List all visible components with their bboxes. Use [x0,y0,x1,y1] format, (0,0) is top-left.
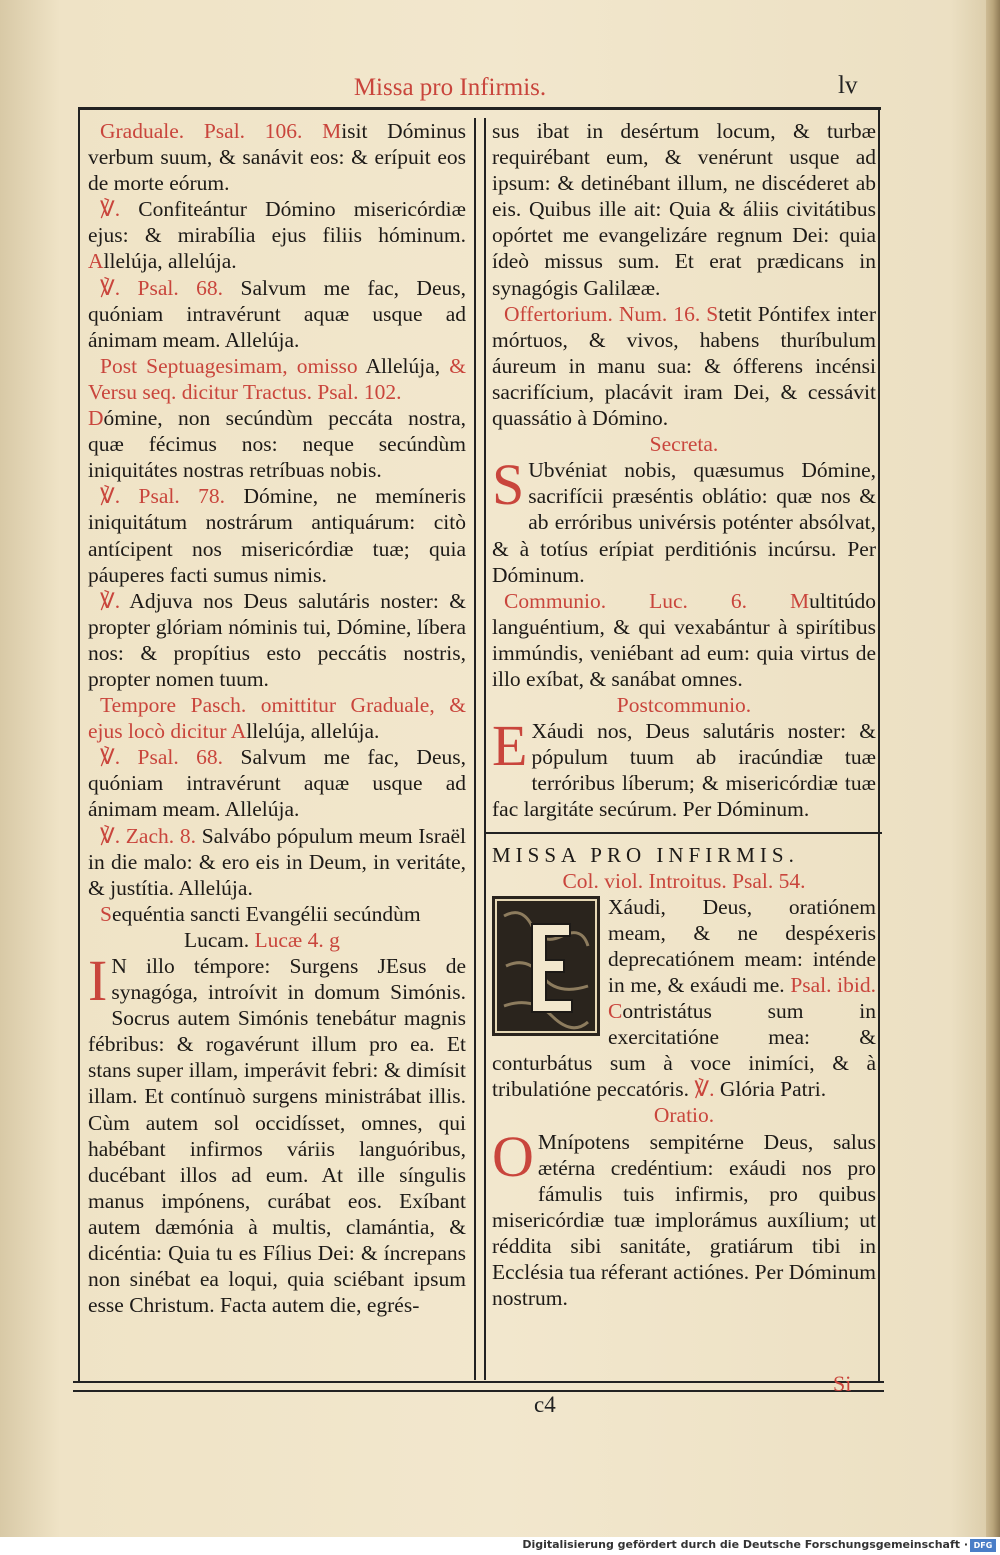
secreta-drop-cap: S [492,452,525,518]
gospel-heading-text: equéntia sancti Evangélii secúndùm [111,901,421,926]
versicle-mark-2: ℣. [100,588,121,613]
digitization-footer [0,1537,1000,1555]
graduale-text: isit Dóminus verbum suum, & sanávit eos: & erípuit eos de morte eórum. [88,119,466,196]
page-fore-edge [986,0,1000,1537]
psalm-68-rubric: ℣. Psal. 68. [100,745,224,770]
introitus-psalm-initial: C [608,999,623,1024]
alleluia-initial: A [88,249,104,274]
zach-rubric: ℣. Zach. 8. [100,823,196,848]
septuagesima-rubric [88,353,466,405]
gospel-heading-line2 [88,927,466,953]
offertorium-text: tetit Póntifex inter mórtuos, & vivos, habens thuríbulum áureum in manu sua: & ófferens incénsi sacrifícium, placávit iram Dei, & cessávit quassátio à Dómino. [492,301,876,431]
gospel-heading [88,901,466,927]
column-divider-left [474,118,476,1380]
paschal-rubric [88,692,466,744]
gospel-initial: S [100,901,112,926]
septuagesima-black: Allelúja, [365,353,441,378]
postcommunio-text: Xáudi nos, Deus salutáris noster: & pópulum tuum ab iracúndiæ tuæ terróribus líberum; & misericórdiæ tuæ fac largitáte secúrum. Per Dóminum. [492,719,876,822]
secreta-heading: Secreta. [649,432,719,457]
column-divider-right [484,118,486,1380]
offertorium-rubric: Offertorium. Num. 16. [504,301,701,326]
dfg-logo[interactable]: DFG [970,1539,996,1552]
septuagesima-red-2: & Versu seq. dicitur Tractus. Psal. 102. [88,353,466,404]
offertorium-initial: S [706,301,719,326]
paschal-red: Tempore Pasch. omittitur Graduale, & ejus locò dicitur [88,693,466,744]
introitus-paragraph [492,894,876,1103]
oratio-paragraph [492,1123,876,1312]
gloria-versicle-mark: ℣. [694,1077,715,1102]
paschal-initial: A [230,719,247,744]
graduale-initial: M [322,119,342,143]
gospel-body: N illo témpore: Surgens JEsus de synagóga, introívit in domum Simónis. Socrus autem Simónis tenebátur magnis fébribus: & rogavérunt illum pro ea. Et stans super illam, imperávit febri: & dimísit illam. Et contínuò surgens ministrábat illis. Cùm autem sol occidísset, omnes, qui habébant infirmos váriis languóribus, ducébant illos ad eum. At ille síngulis manus impónens, curábat eos. Exíbant autem dæmónia à multis, clamántia, & dicéntia: Quia tu es Fílius Dei: & íncrepans non sinébat ea loqui, quia sciébant ipsum esse Christum. Facta autem die, egrés- [88,954,466,1318]
psalm-78-rubric: ℣. Psal. 78. [100,484,226,509]
footer-credit: Digitalisierung gefördert durch die Deutsche Forschungsgemeinschaft · [522,1538,968,1551]
versicle-domine [88,483,466,587]
psalm-78-text: Dómine, ne memíneris iniquitátum nostrárum antiquárum: citò antícipent nos misericórdiæ tuæ; quia páuperes facti sumus nimis. [88,484,466,587]
versicle-salvum [88,275,466,353]
gospel-reference: Lucæ 4. g [254,927,340,952]
gloria-text: Glória Patri. [719,1077,827,1102]
gospel-lucam: Lucam. [184,927,250,952]
versicle-confiteantur [88,196,466,274]
introitus-psalm-text: ontristátus sum in exercitatióne mea: & conturbátus sum à voce inimíci, & à tribulatióne peccatóris. [492,999,876,1102]
postcommunio-drop-cap: E [492,713,528,779]
secreta-text: Ubvéniat nobis, quæsumus Dómine, sacrifícii præséntis oblátio: quæ nos & ab erróribus univérsis poténter absólvat, & à totíus erípiat perditiónis incúrsu. Per Dóminum. [492,458,876,587]
bottom-rule-double [73,1390,884,1392]
bottom-rule [73,1381,884,1383]
versicle-adjuva [88,588,466,692]
introitus-psalm-rubric: Psal. ibid. [790,973,877,997]
tractus-initial: D [88,406,104,431]
psalm-rubric: ℣. Psal. 68. [100,275,224,300]
tractus-text: ómine, non secúndùm peccáta nostra, quæ fécimus nos: neque secúndùm iniquitátes nostras retríbuas nobis. [88,406,466,483]
alleluia-text: llelúja, allelúja. [103,249,237,274]
oratio-text: Mnípotens sempitérne Deus, salus ætérna credéntium: exáudi nos pro fámulis tuis infirmis, pro quibus misericórdiæ tuæ implorámus auxílium; ut réddita sibi sanitáte, gratiárum tibi in Ecclésia tua réferant actiónes. Per Dóminum nostrum. [492,1129,876,1311]
gospel-text-paragraph [88,948,466,1318]
psalm-68-text: Salvum me fac, Deus, quóniam intravérunt aquæ usque ad ánimam meam. Allelúja. [88,745,466,822]
zach-text: Salvábo pópulum meum Israël in die malo: & ero eis in Deum, in veritáte, & justítia. Allelúja. [88,823,467,900]
missa-title: MISSA PRO INFIRMIS. [492,842,799,867]
graduale-rubric: Graduale. Psal. 106. [100,119,303,143]
oratio-drop-cap: O [492,1123,534,1189]
gospel-drop-cap: I [88,948,108,1013]
graduale-paragraph [88,118,466,196]
gospel-continuation [492,118,876,301]
oratio-heading: Oratio. [653,1103,715,1128]
right-column [492,118,876,1311]
left-column [88,118,466,1318]
secreta-paragraph [492,452,876,587]
folio-number: lv [838,72,858,99]
communio-rubric: Communio. Luc. 6. [504,588,747,613]
versicle-text: Confiteántur Dómino misericórdiæ ejus: & mirabília ejus filiis hóminum. [88,197,466,248]
section-divider [484,832,882,834]
communio-initial: M [789,588,810,613]
ornamental-initial-e-icon [492,896,600,1036]
psalm-text: Salvum me fac, Deus, quóniam intravérunt aquæ usque ad ánimam meam. Allelúja. [88,275,466,352]
versicle-zach [88,823,466,901]
versicle-salvum-2 [88,744,466,822]
communio-text: ultitúdo languéntium, & qui vexabántur à spirítibus immúndis, veniébant ad eum: quia virtus de illo exíbat, & sanábat omnes. [492,588,876,691]
adjuva-text: Adjuva nos Deus salutáris noster: & propter glóriam nóminis tui, Dómine, líbera nos: & propítius esto peccátis nostris, propter nomen tuum. [88,588,466,691]
top-rule [78,107,881,110]
postcommunio-heading: Postcommunio. [616,693,752,718]
versicle-mark: ℣. [100,197,121,222]
right-border [878,107,880,1383]
catchword: Si [833,1371,852,1396]
running-title: Missa pro Infirmis. [353,74,547,101]
signature-mark: c4 [534,1392,556,1417]
introitus-rubric: Col. viol. Introitus. Psal. 54. [562,868,806,893]
offertorium-paragraph [492,301,876,431]
introitus-text: Xáudi, Deus, oratiónem meam, & ne despéxeris deprecatiónem meam: inténde in me, & exáudi me. [608,894,876,997]
communio-paragraph [492,588,876,692]
left-border [78,107,80,1383]
postcommunio-paragraph [492,713,876,822]
paschal-alleluia: llelúja, allelúja. [246,719,380,744]
gospel-continuation-text: sus ibat in desértum locum, & turbæ requirébant eum, & venérunt usque ad ipsum: & detinébant illum, ne discéderet ab eis. Quibus ille ait: Quia & áliis civitátibus opórtet me evangelizáre regnum Dei: quia ídeò missus sum. Et erat prædicans in synagógis Galilææ. [492,119,876,300]
tractus-paragraph [88,405,466,483]
septuagesima-red-1: Post Septuagesimam, omisso [100,353,358,378]
